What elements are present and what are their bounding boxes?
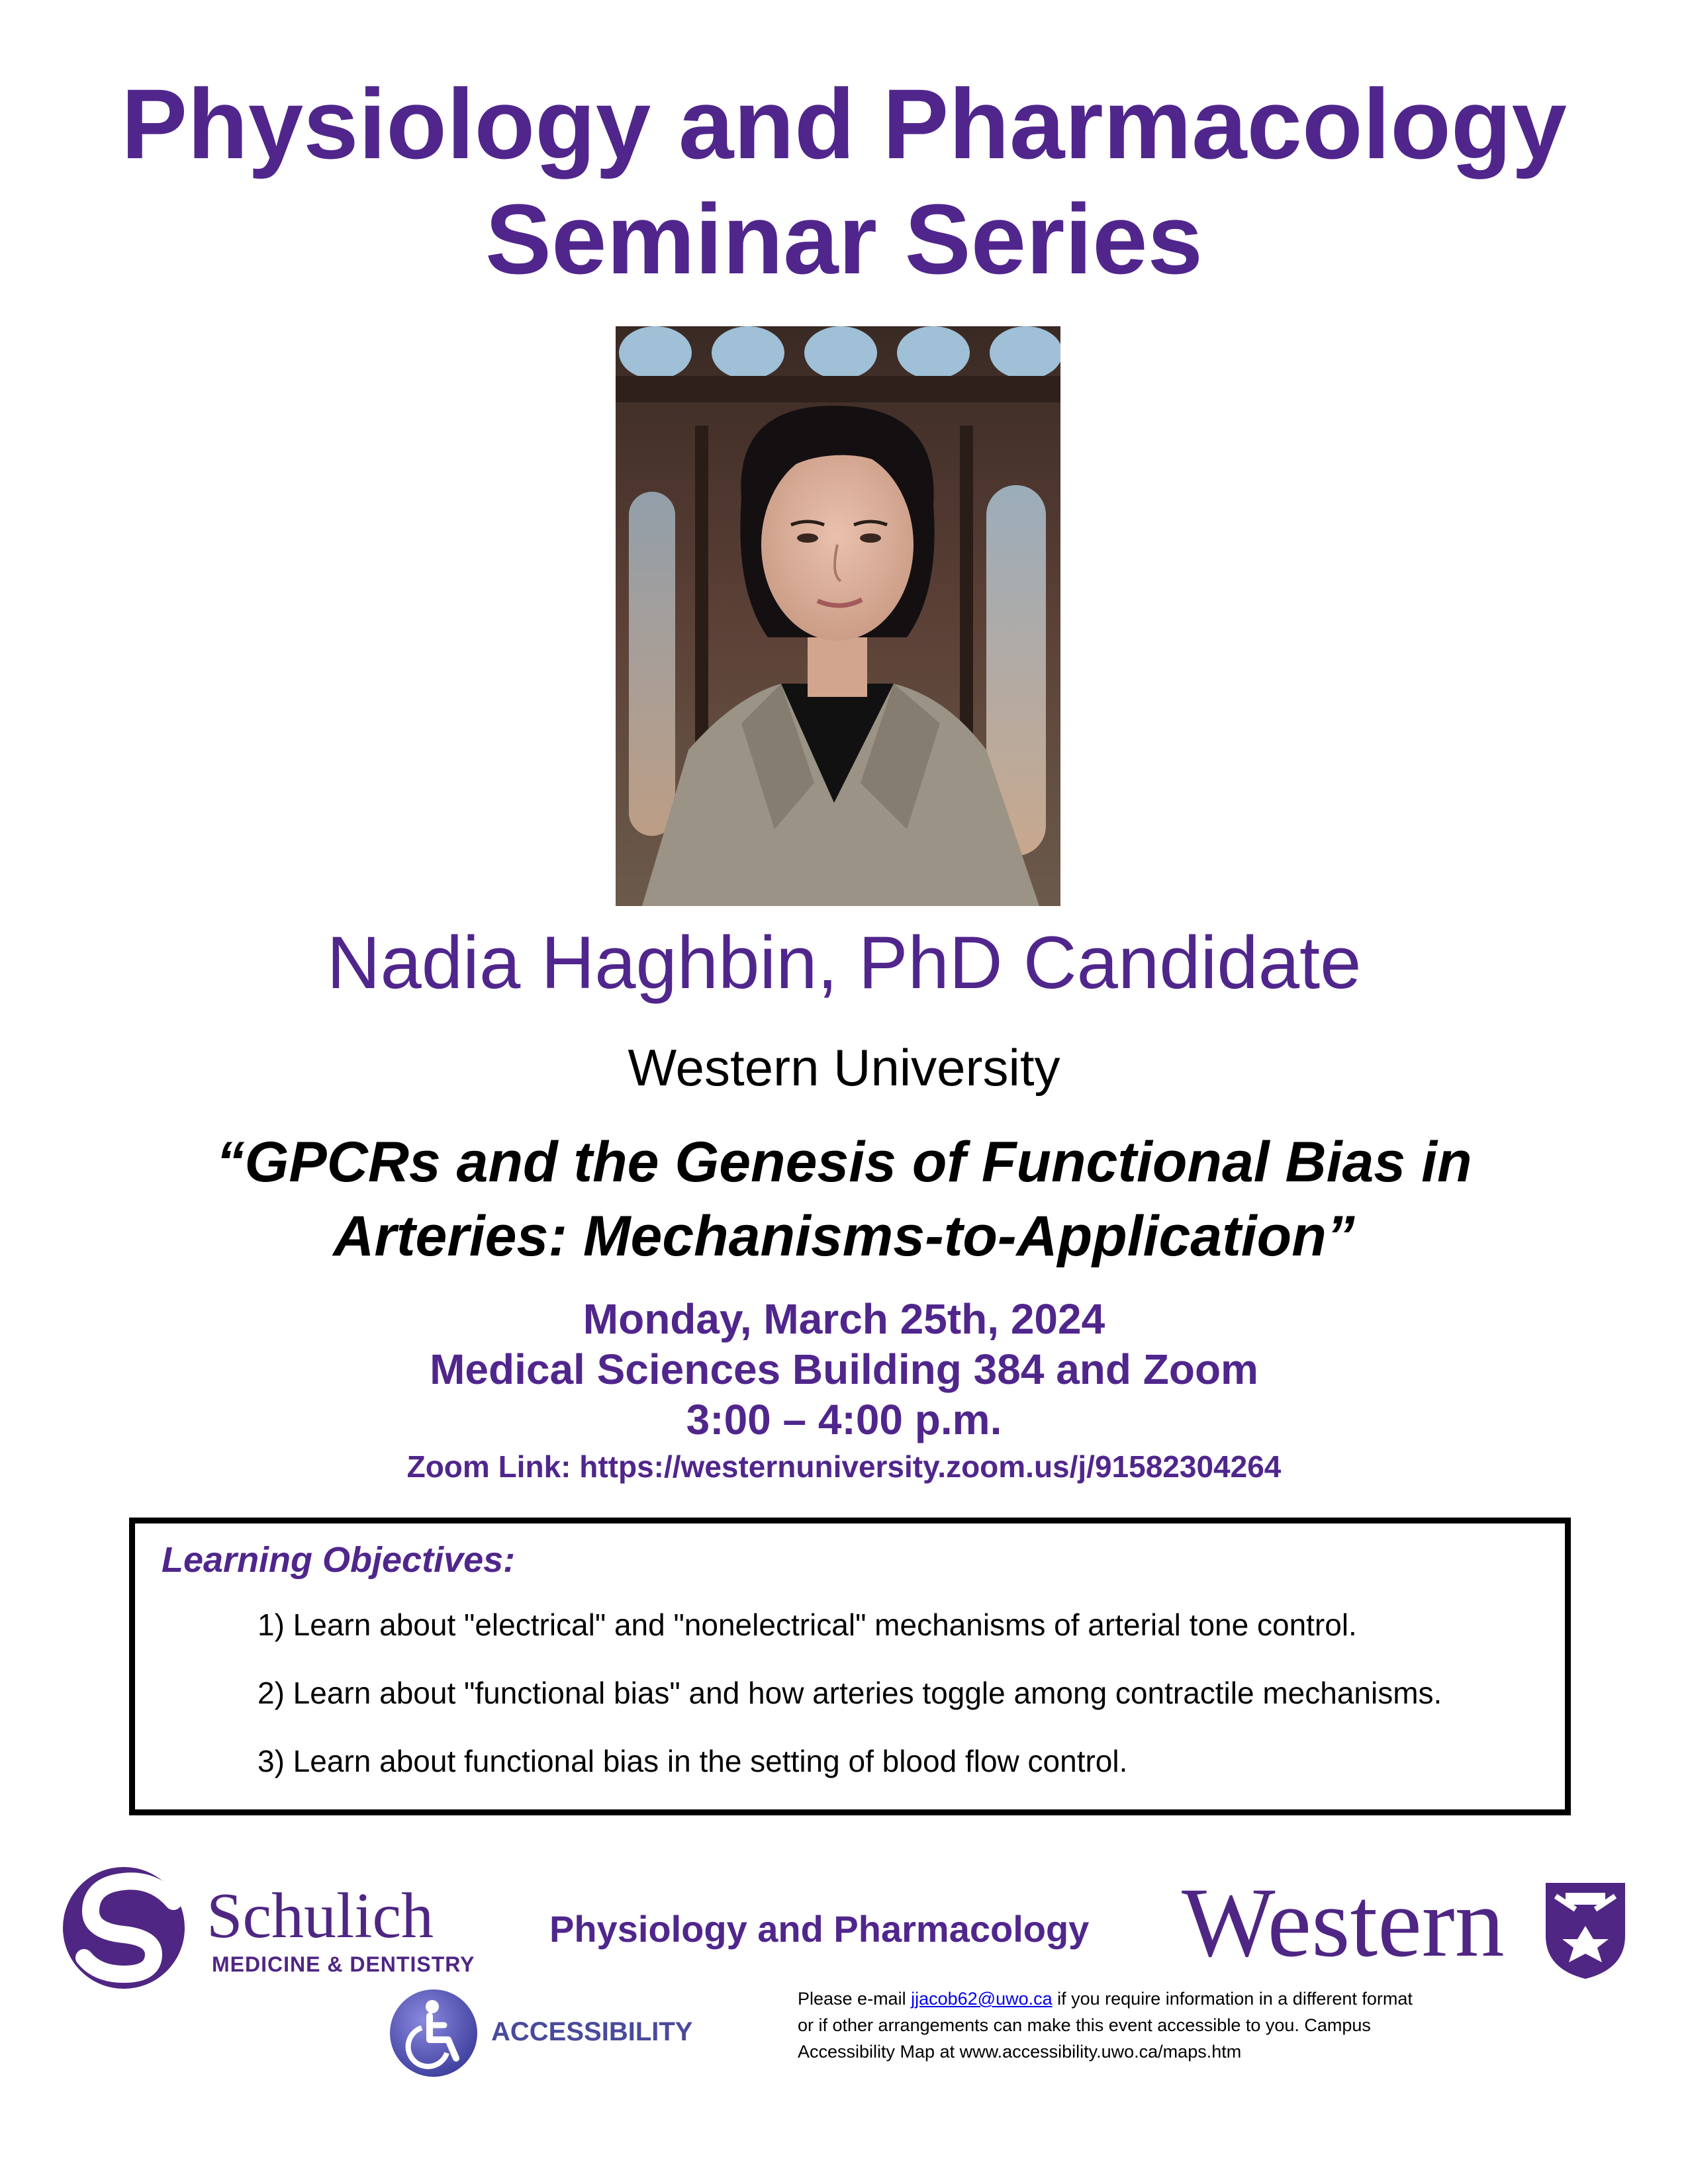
speaker-photo <box>616 326 1060 906</box>
accessibility-label: ACCESSIBILITY <box>491 2017 693 2046</box>
contact-line-2: or if other arrangements can make this event accessible to you. Campus <box>798 2015 1371 2035</box>
schulich-wordmark: Schulich <box>207 1880 434 1952</box>
poster-title <box>0 66 1688 296</box>
talk-title-line-1: “GPCRs and the Genesis of Functional Bias in <box>216 1130 1472 1194</box>
wheelchair-accessibility-icon <box>387 1987 480 2079</box>
zoom-link[interactable]: Zoom Link: https://westernuniversity.zoom.us/j/91582304264 <box>406 1449 1282 1484</box>
contact-prefix: Please e-mail <box>798 1989 912 2009</box>
schulich-subtitle: MEDICINE & DENTISTRY <box>212 1952 475 1976</box>
title-line-2: Seminar Series <box>485 183 1203 295</box>
contact-line-3: Accessibility Map at www.accessibility.uwo.ca/maps.htm <box>798 2042 1242 2062</box>
objective-item: 2) Learn about "functional bias" and how arteries toggle among contractile mechanisms. <box>258 1676 1442 1710</box>
objective-item: 1) Learn about "electrical" and "nonelectrical" mechanisms of arterial tone control. <box>258 1608 1357 1642</box>
speaker-portrait-image <box>616 326 1060 906</box>
department-name: Physiology and Pharmacology <box>549 1908 1090 1950</box>
speaker-affiliation: Western University <box>628 1038 1060 1097</box>
contact-email-link[interactable]: jjacob62@uwo.ca <box>911 1989 1053 2009</box>
event-date: Monday, March 25th, 2024 <box>583 1295 1105 1343</box>
event-venue: Medical Sciences Building 384 and Zoom <box>430 1345 1258 1393</box>
learning-objectives-heading: Learning Objectives: <box>162 1540 516 1580</box>
title-line-1: Physiology and Pharmacology <box>121 68 1567 179</box>
western-crest-icon <box>1539 1876 1632 1982</box>
objective-item: 3) Learn about functional bias in the setting of blood flow control. <box>258 1744 1128 1778</box>
contact-line-1 <box>798 1985 1493 2012</box>
talk-title <box>0 1125 1688 1273</box>
speaker-name: Nadia Haghbin, PhD Candidate <box>326 921 1362 1004</box>
western-wordmark: Western <box>1182 1868 1505 1978</box>
learning-objectives-box <box>129 1518 1571 1815</box>
contact-suffix: if you require information in a different format <box>1052 1989 1413 2009</box>
event-time: 3:00 – 4:00 p.m. <box>686 1396 1002 1443</box>
accessibility-contact-note <box>798 1985 1493 2065</box>
talk-title-line-2: Arteries: Mechanisms-to-Application” <box>333 1205 1355 1268</box>
